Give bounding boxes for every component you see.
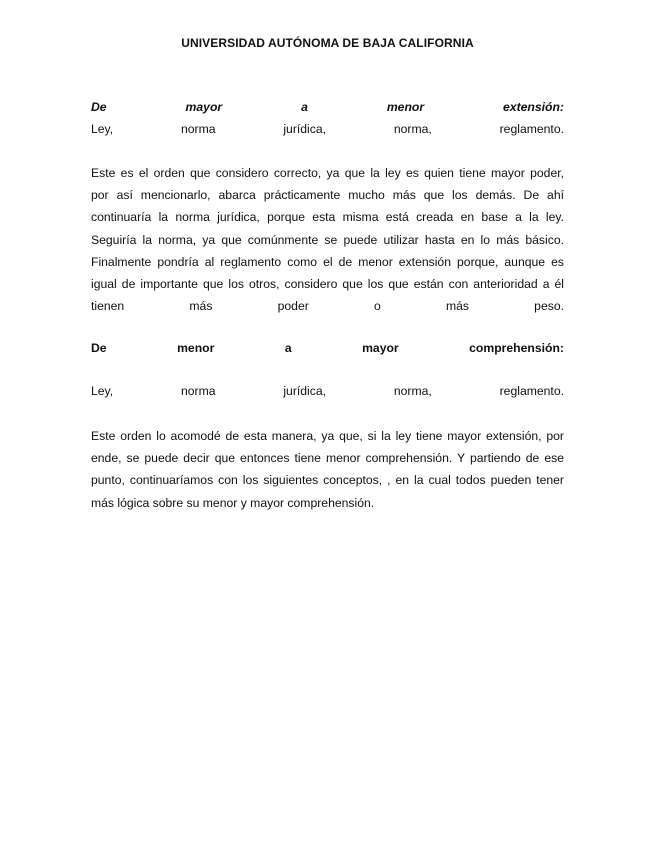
term: Ley, (91, 384, 114, 398)
word: tienen (91, 299, 125, 314)
word: más (189, 299, 213, 314)
paragraph-last-line (91, 295, 564, 317)
page-title: UNIVERSIDAD AUTÓNOMA DE BAJA CALIFORNIA (181, 36, 474, 50)
word: más (445, 299, 469, 314)
heading-word: mayor (185, 100, 223, 114)
heading-word: De (91, 100, 107, 114)
term: reglamento. (499, 122, 564, 136)
heading-word: menor (177, 341, 215, 355)
paragraph-line: ende, se puede decir que entonces tiene menor comprehensión. Y partiendo de ese (91, 451, 564, 466)
word: peso. (534, 299, 564, 314)
term: reglamento. (499, 384, 564, 398)
paragraph-line: Este es el orden que considero correcto, ya que la ley es quien tiene mayor poder, (91, 166, 564, 180)
term: Ley, (91, 122, 114, 136)
paragraph-line: Finalmente pondría al reglamento como el de menor extensión porque, aunque es (91, 254, 564, 269)
heading-word: menor (386, 100, 425, 114)
paragraph-line: Seguiría la norma, ya que comúnmente se puede utilizar hasta en lo más básico. (91, 232, 564, 247)
term: jurídica, (283, 122, 327, 136)
word: o (373, 299, 381, 314)
paragraph-line: igual de importante que los otros, considero que los que están con anterioridad a él (91, 276, 564, 291)
heading-word: De (91, 341, 107, 355)
paragraph-2 (91, 425, 564, 514)
term: norma (180, 384, 216, 398)
heading-word: comprehensión: (469, 341, 564, 355)
paragraph-line: Este orden lo acomodé de esta manera, ya que, si la ley tiene mayor extensión, por (91, 429, 564, 443)
paragraph-line: más lógica sobre su menor y mayor comprehensión. (91, 495, 375, 510)
section2-heading (91, 341, 564, 355)
heading-word: a (301, 100, 308, 114)
paragraph-1 (91, 162, 564, 317)
paragraph-line: por así mencionarlo, abarca prácticamente mucho más que los demás. De ahí (91, 188, 564, 203)
section1-heading (91, 100, 564, 114)
heading-word: a (284, 341, 292, 355)
heading-word: extensión: (503, 100, 564, 114)
paragraph-line: continuaría la norma jurídica, porque esta misma está creada en base a la ley. (91, 210, 564, 225)
heading-word: mayor (362, 341, 399, 355)
section2-terms (91, 384, 564, 398)
term: norma, (393, 384, 432, 398)
section1-terms (91, 122, 564, 136)
term: jurídica, (283, 384, 327, 398)
term: norma, (393, 122, 432, 136)
paragraph-line: punto, continuaríamos con los siguientes conceptos, , en la cual todos pueden tener (91, 473, 564, 488)
word: poder (277, 299, 309, 314)
term: norma (180, 122, 216, 136)
